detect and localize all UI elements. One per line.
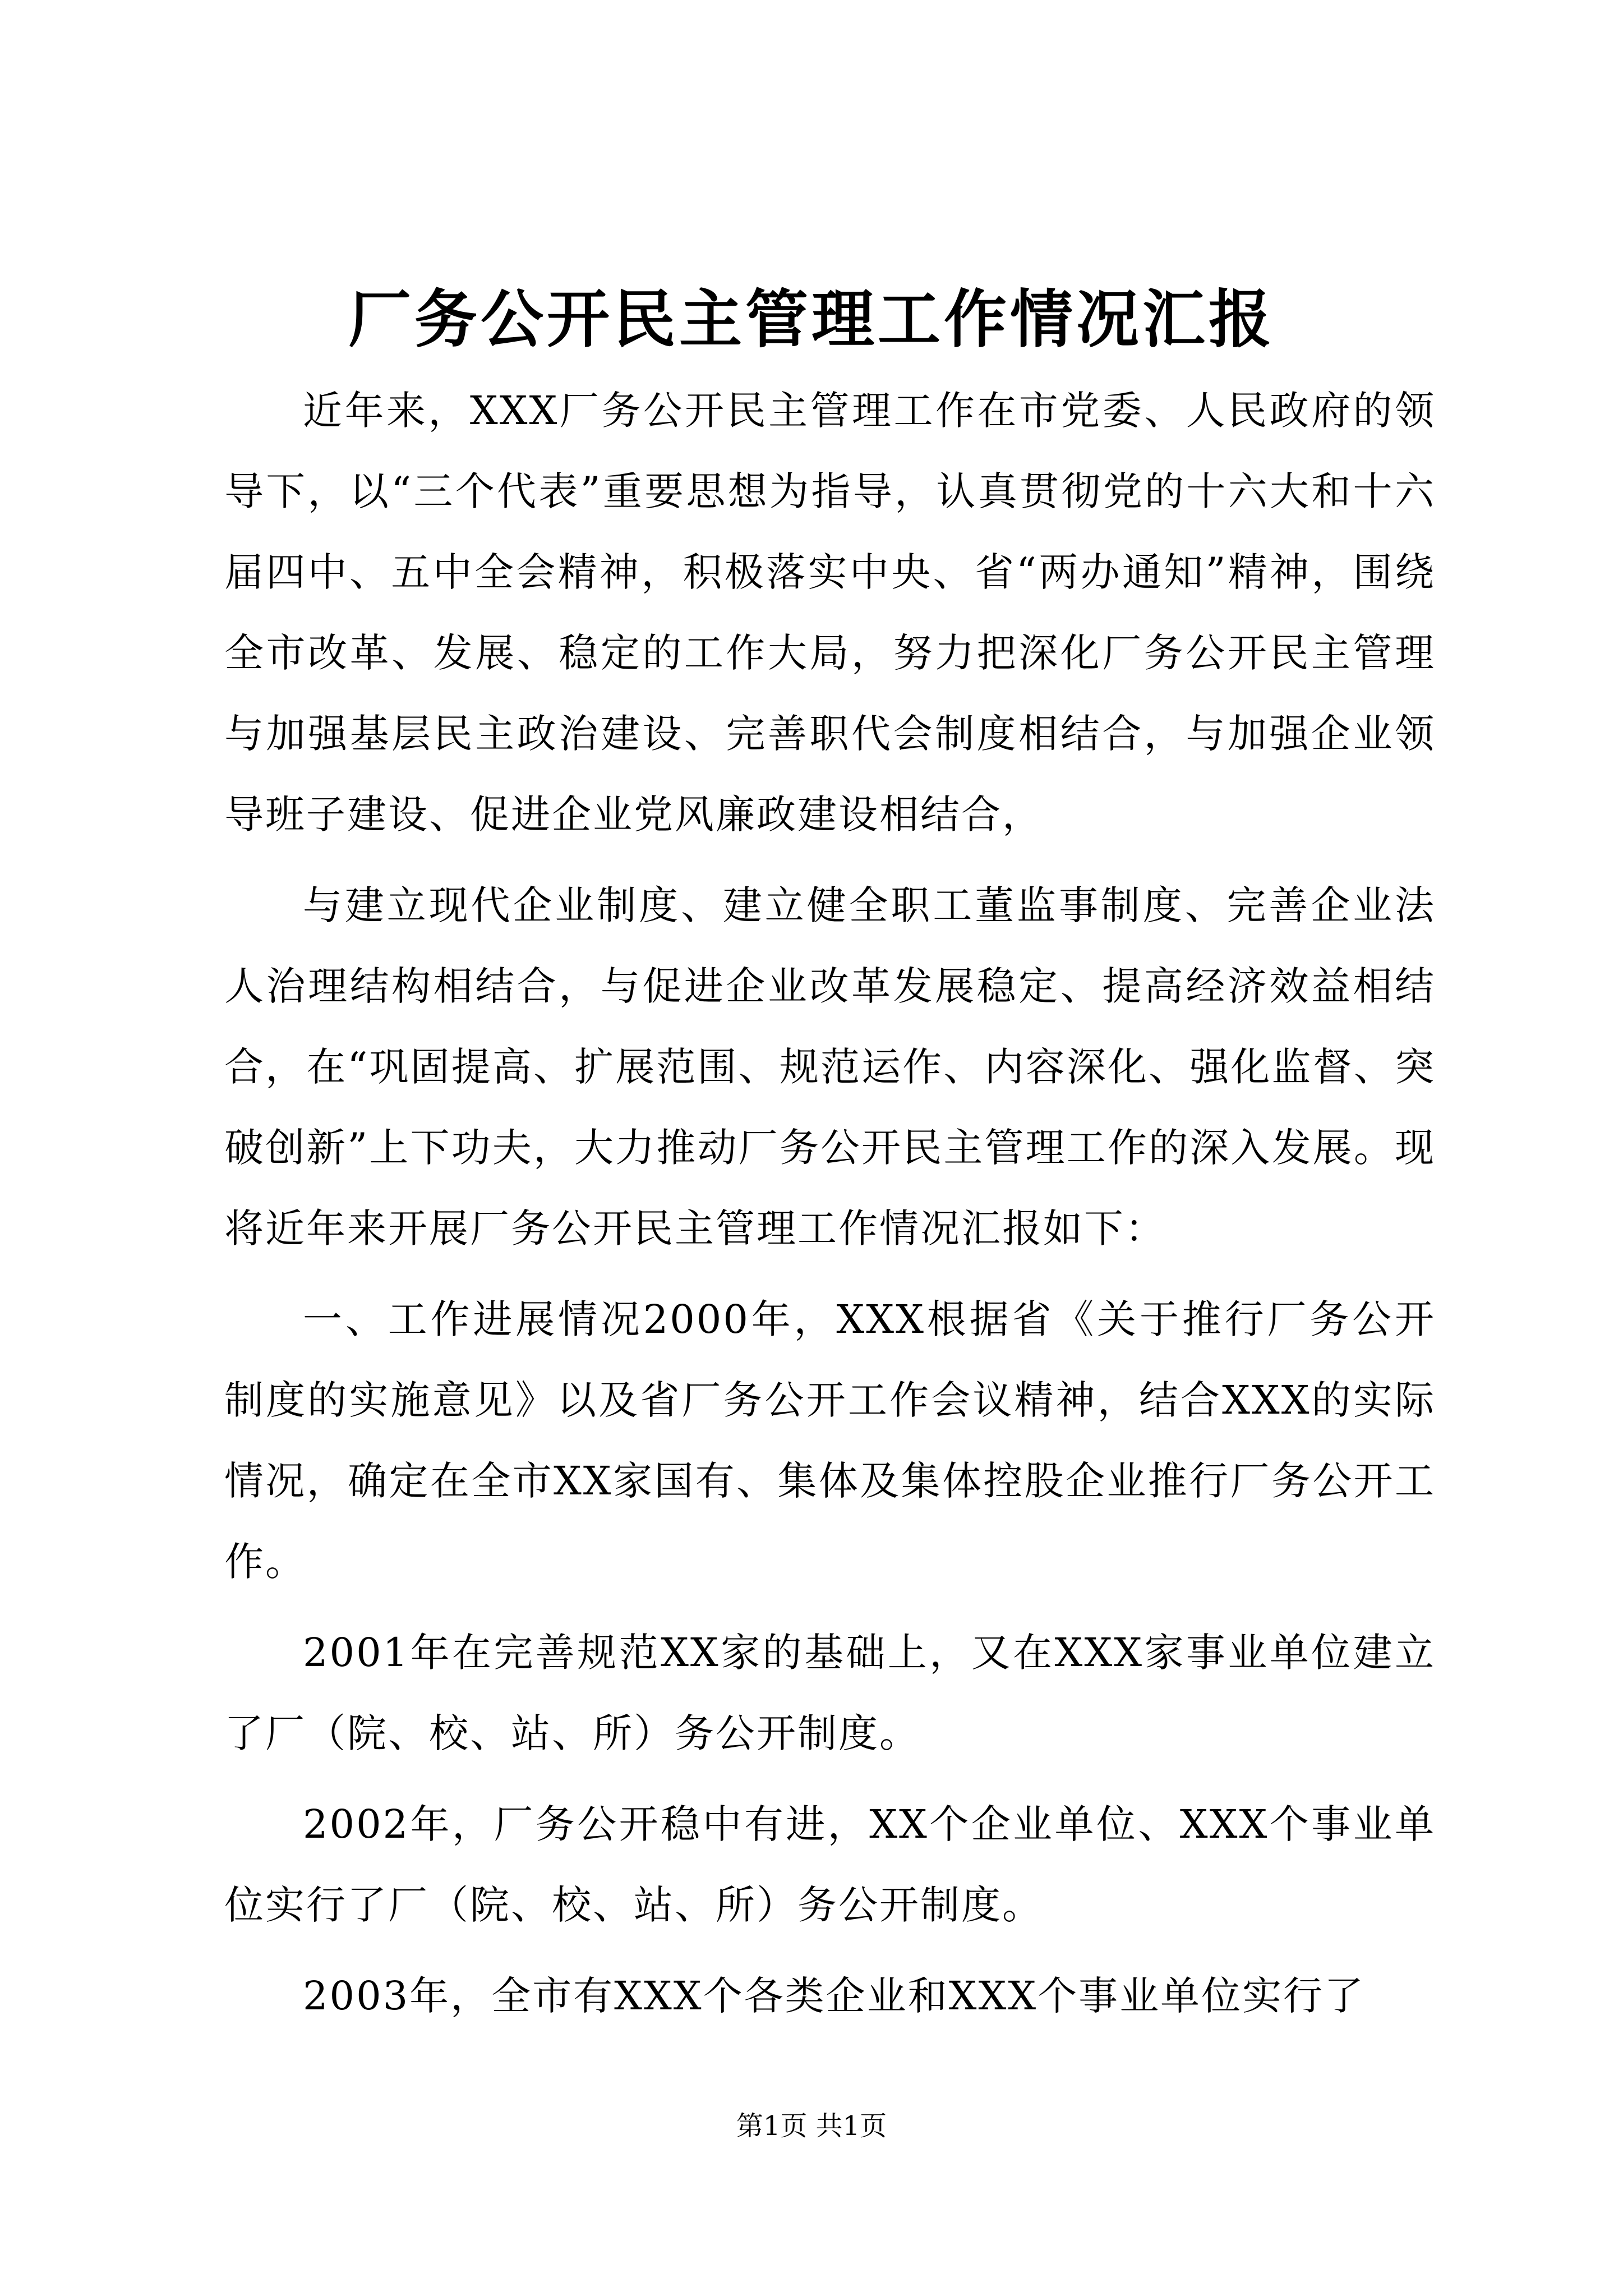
document-body: [224, 370, 1436, 2046]
paragraph: 与建立现代企业制度、建立健全职工董监事制度、完善企业法人治理结构相结合，与促进企业改革发展稳定、提高经济效益相结合，在“巩固提高、扩展范围、规范运作、内容深化、强化监督、突破创新”上下功夫，大力推动厂务公开民主管理工作的深入发展。现将近年来开展厂务公开民主管理工作情况汇报如下：: [224, 882, 1436, 1251]
paragraph: 2001年在完善规范XX家的基础上，又在XXX家事业单位建立了厂（院、校、站、所）务公开制度。: [224, 1630, 1436, 1756]
paragraph: 近年来，XXX厂务公开民主管理工作在市党委、人民政府的领导下，以“三个代表”重要思想为指导，认真贯彻党的十六大和十六届四中、五中全会精神，积极落实中央、省“两办通知”精神，围绕全市改革、发展、稳定的工作大局，努力把深化厂务公开民主管理与加强基层民主政治建设、完善职代会制度相结合，与加强企业领导班子建设、促进企业党风廉政建设相结合，: [224, 388, 1436, 838]
paragraph: 2003年，全市有XXX个各类企业和XXX个事业单位实行了: [303, 1973, 1366, 2019]
paragraph: 一、工作进展情况2000年，XXX根据省《关于推行厂务公开制度的实施意见》以及省厂务公开工作会议精神，结合XXX的实际情况，确定在全市XX家国有、集体及集体控股企业推行厂务公开工作。: [224, 1296, 1436, 1585]
document-title: 厂务公开民主管理工作情况汇报: [348, 283, 1275, 356]
page-footer: 第1页 共1页: [736, 2110, 887, 2142]
paragraph: 2002年，厂务公开稳中有进，XX个企业单位、XXX个事业单位实行了厂（院、校、站、所）务公开制度。: [224, 1801, 1436, 1928]
